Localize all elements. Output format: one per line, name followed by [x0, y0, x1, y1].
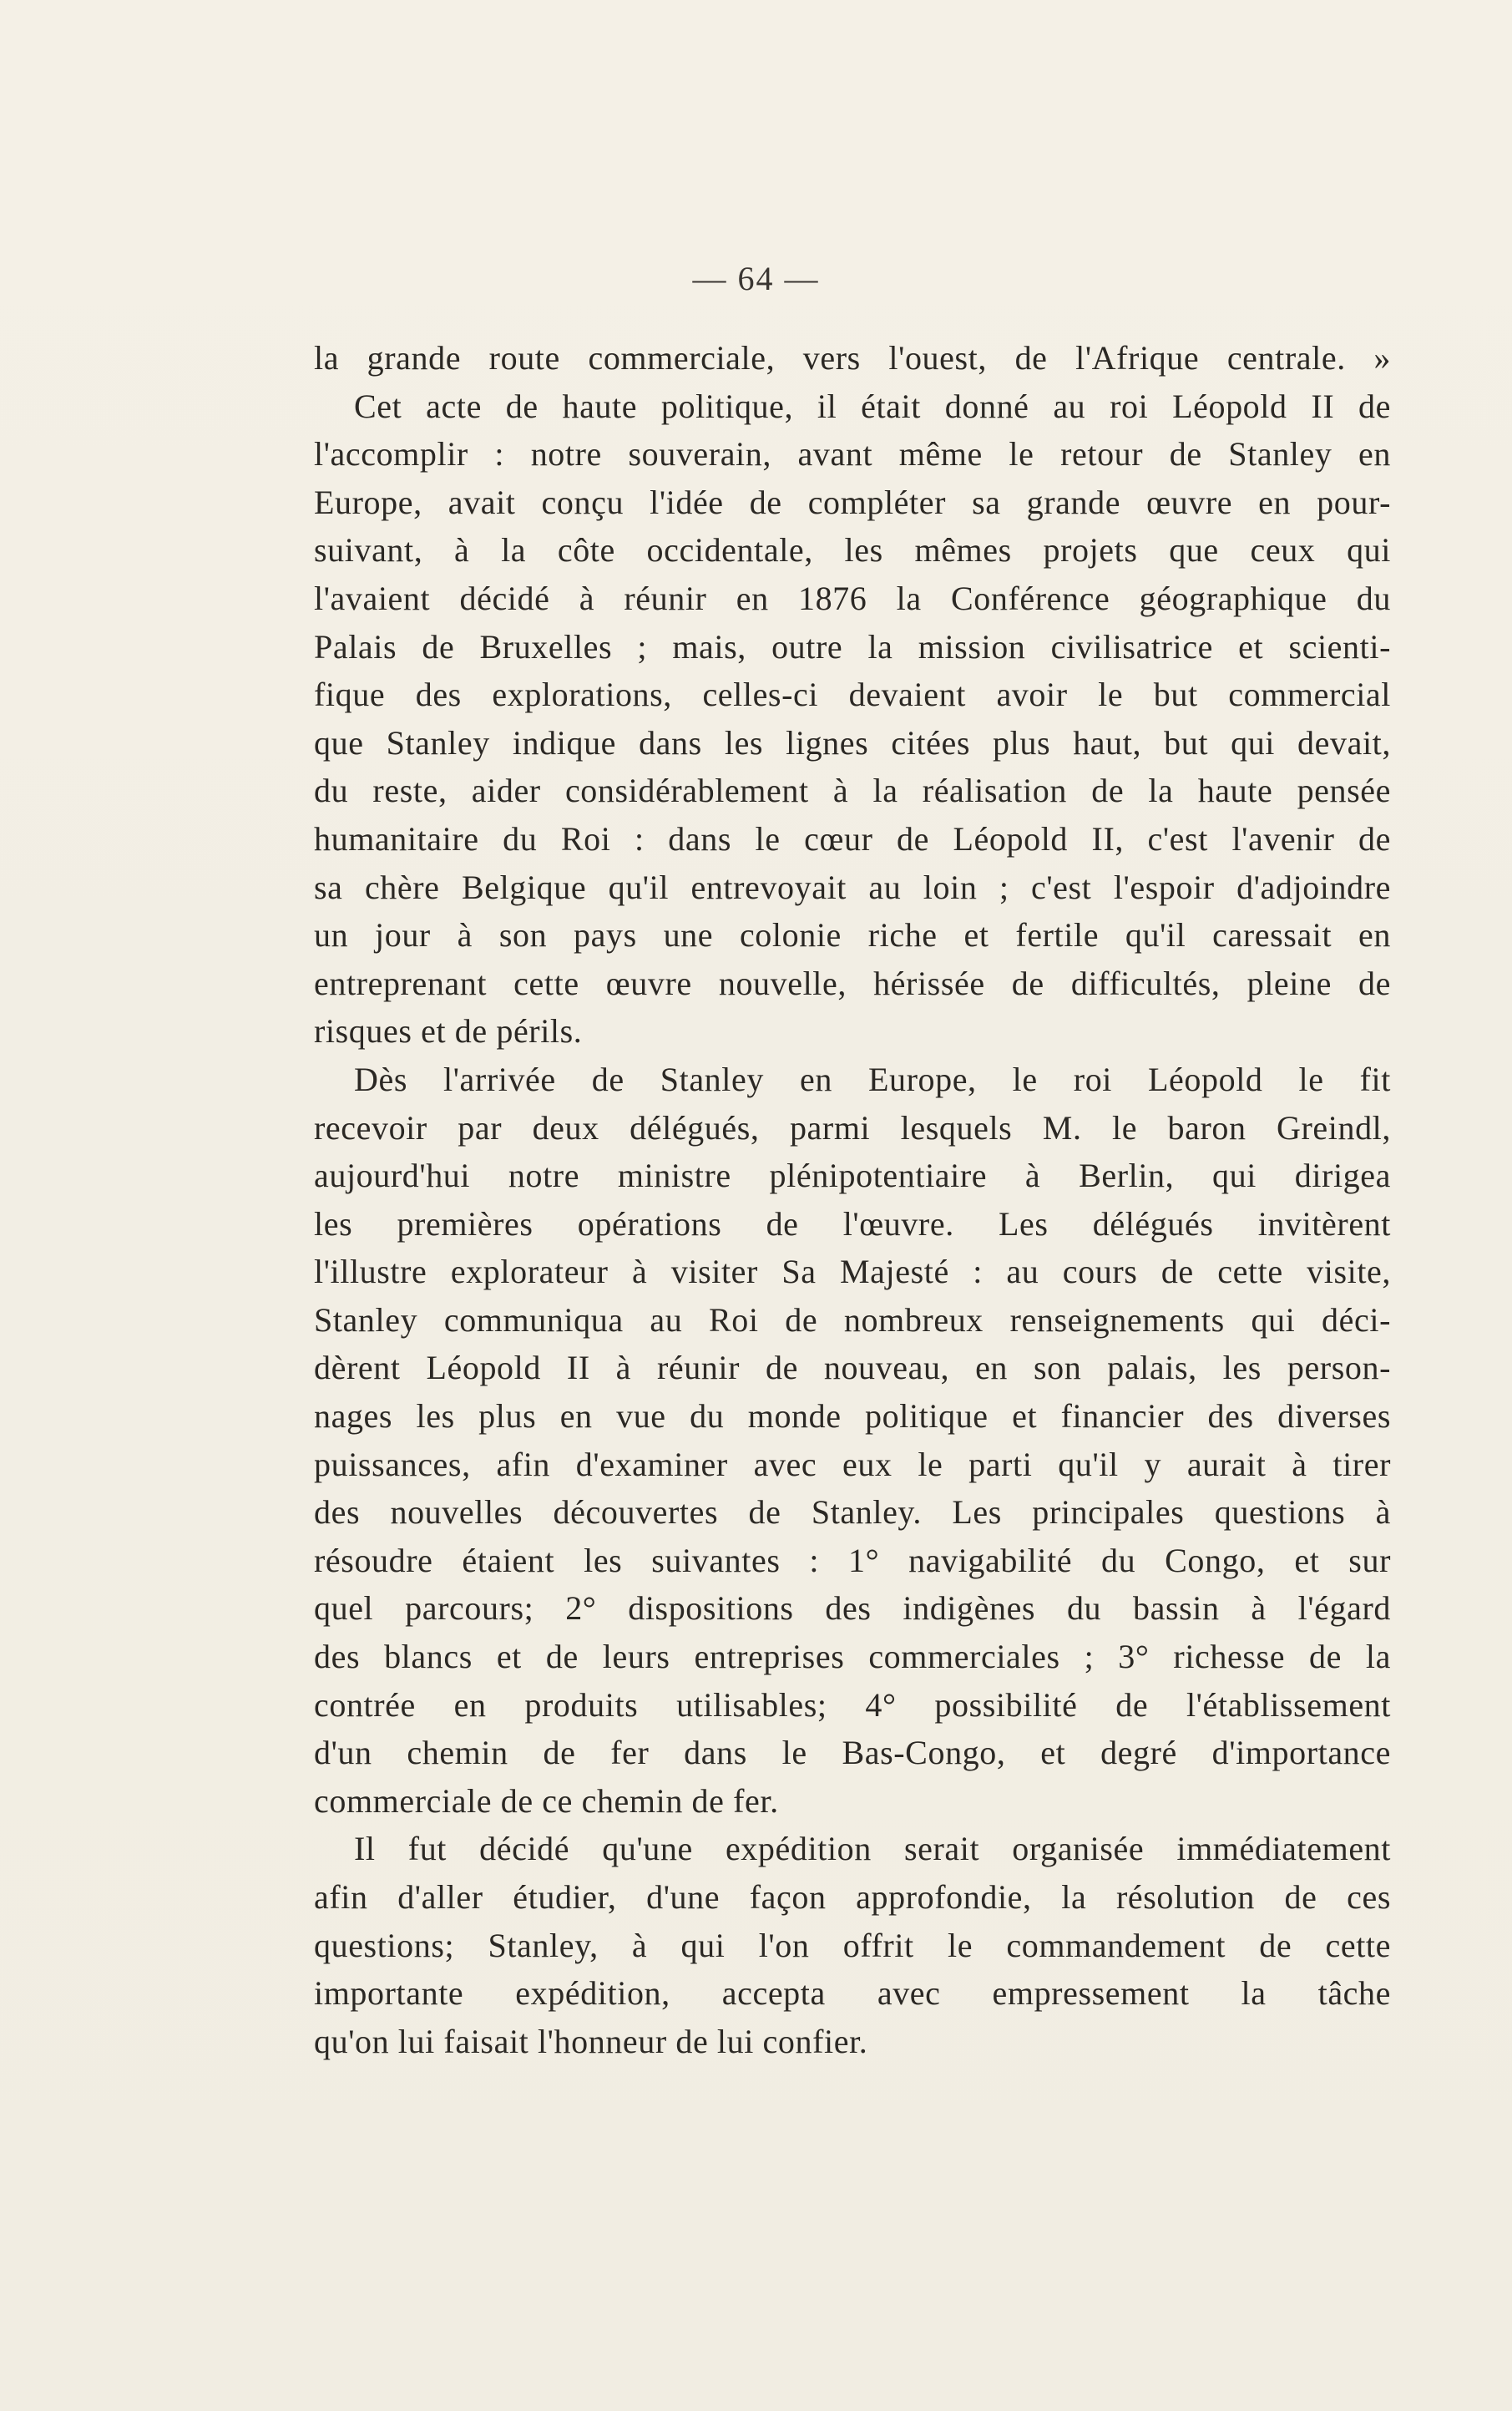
text-line: résoudre étaient les suivantes : 1° navigabilité du Congo, et sur — [314, 1541, 1391, 1579]
text-line: suivant, à la côte occidentale, les mêmes projets que ceux qui — [314, 531, 1391, 570]
text-line: du reste, aider considérablement à la réalisation de la haute pensée — [314, 772, 1391, 810]
text-line: quel parcours; 2° dispositions des indigènes du bassin à l'égard — [314, 1589, 1391, 1628]
text-line: sa chère Belgique qu'il entrevoyait au loin ; c'est l'espoir d'adjoindre — [314, 868, 1391, 906]
text-line: commerciale de ce chemin de fer. — [314, 1781, 779, 1820]
text-line: qu'on lui faisait l'honneur de lui confier. — [314, 2022, 868, 2060]
text-line: la grande route commerciale, vers l'ouest, de l'Afrique centrale. » — [314, 339, 1391, 377]
text-line: questions; Stanley, à qui l'on offrit le commandement de cette — [314, 1926, 1391, 1964]
text-line: Europe, avait conçu l'idée de compléter sa grande œuvre en pour- — [314, 483, 1391, 521]
text-line: des blancs et de leurs entreprises commerciales ; 3° richesse de la — [314, 1638, 1391, 1676]
text-line: les premières opérations de l'œuvre. Les délégués invitèrent — [314, 1204, 1391, 1243]
body-text — [314, 334, 1391, 2065]
text-line: recevoir par deux délégués, parmi lesquels M. le baron Greindl, — [314, 1108, 1391, 1147]
text-line: d'un chemin de fer dans le Bas-Congo, et degré d'importance — [314, 1734, 1391, 1772]
text-line: l'avaient décidé à réunir en 1876 la Conférence géographique du — [314, 579, 1391, 617]
text-line: des nouvelles découvertes de Stanley. Les principales questions à — [314, 1493, 1391, 1532]
page-number: — 64 — — [692, 260, 820, 297]
text-line: que Stanley indique dans les lignes citées plus haut, but qui devait, — [314, 723, 1391, 762]
text-line: Stanley communiqua au Roi de nombreux renseignements qui déci- — [314, 1300, 1391, 1339]
text-line: contrée en produits utilisables; 4° possibilité de l'établissement — [314, 1685, 1391, 1724]
text-line: importante expédition, accepta avec empressement la tâche — [314, 1974, 1391, 2013]
text-line: fique des explorations, celles-ci devaient avoir le but commercial — [314, 676, 1391, 714]
text-line: afin d'aller étudier, d'une façon approfondie, la résolution de ces — [314, 1878, 1391, 1916]
text-line: puissances, afin d'examiner avec eux le parti qu'il y aurait à tirer — [314, 1445, 1391, 1483]
text-line: l'accomplir : notre souverain, avant même le retour de Stanley en — [314, 435, 1391, 474]
text-line: l'illustre explorateur à visiter Sa Majesté : au cours de cette visite, — [314, 1253, 1391, 1291]
text-line: un jour à son pays une colonie riche et fertile qu'il caressait en — [314, 916, 1391, 955]
text-line: dèrent Léopold II à réunir de nouveau, en son palais, les person- — [314, 1349, 1391, 1387]
text-line: aujourd'hui notre ministre plénipotentiaire à Berlin, qui dirigea — [314, 1157, 1391, 1195]
text-line: entreprenant cette œuvre nouvelle, hérissée de difficultés, pleine de — [314, 964, 1391, 1002]
text-line: humanitaire du Roi : dans le cœur de Léopold II, c'est l'avenir de — [314, 819, 1391, 858]
text-line: Il fut décidé qu'une expédition serait organisée immédiatement — [354, 1830, 1391, 1868]
text-line: Palais de Bruxelles ; mais, outre la mission civilisatrice et scienti- — [314, 627, 1391, 666]
text-line: risques et de périls. — [314, 1012, 583, 1051]
text-line: Dès l'arrivée de Stanley en Europe, le roi Léopold le fit — [354, 1060, 1391, 1098]
text-line: Cet acte de haute politique, il était donné au roi Léopold II de — [354, 387, 1391, 425]
text-line: nages les plus en vue du monde politique et financier des diverses — [314, 1397, 1391, 1436]
